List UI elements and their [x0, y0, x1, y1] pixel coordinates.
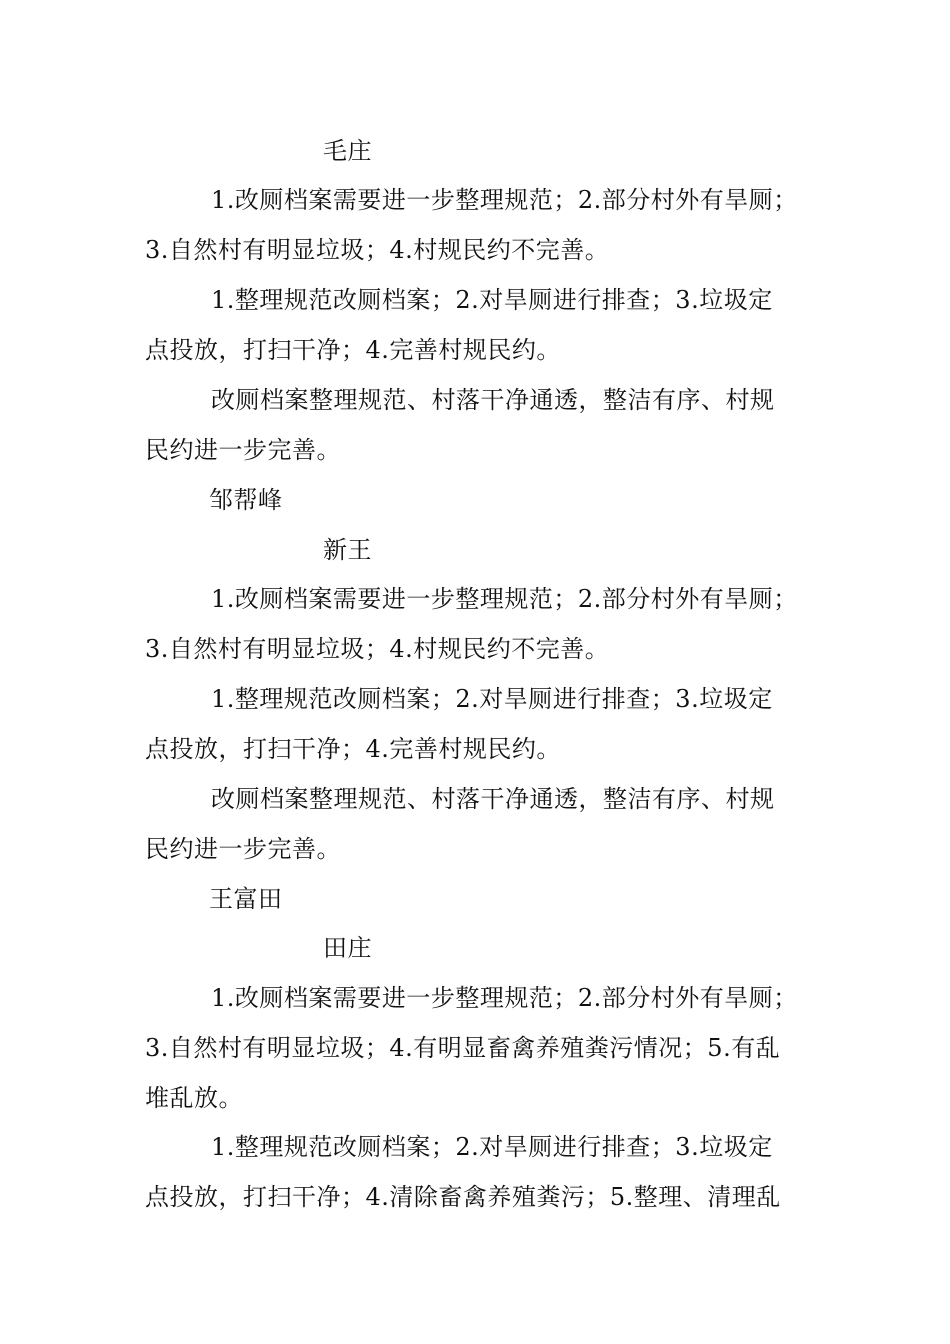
problem-line-2: 3.自然村有明显垃圾；4.有明显畜禽养殖粪污情况；5.有乱: [145, 1034, 781, 1062]
goal-line-2: 民约进一步完善。: [145, 835, 341, 863]
problem-line-1: 1.改厕档案需要进一步整理规范；2.部分村外有旱厕；: [211, 984, 798, 1012]
village-name-xinwang: 新王: [323, 536, 372, 564]
goal-line-1: 改厕档案整理规范、村落干净通透，整洁有序、村规: [211, 386, 775, 414]
problem-line-1: 1.改厕档案需要进一步整理规范；2.部分村外有旱厕；: [211, 585, 798, 613]
responsible-person-wangfutian: 王富田: [209, 885, 283, 913]
responsible-person-zoubangfeng: 邹帮峰: [209, 486, 283, 514]
goal-line-2: 民约进一步完善。: [145, 436, 341, 464]
measure-line-1: 1.整理规范改厕档案；2.对旱厕进行排查；3.垃圾定: [211, 1133, 773, 1161]
problem-line-3: 堆乱放。: [145, 1084, 243, 1112]
measure-line-2: 点投放，打扫干净；4.完善村规民约。: [145, 735, 561, 763]
measure-line-1: 1.整理规范改厕档案；2.对旱厕进行排查；3.垃圾定: [211, 685, 773, 713]
measure-line-2: 点投放，打扫干净；4.完善村规民约。: [145, 336, 561, 364]
village-name-tianzhuang: 田庄: [323, 934, 372, 962]
problem-line-2: 3.自然村有明显垃圾；4.村规民约不完善。: [145, 236, 610, 264]
problem-line-2: 3.自然村有明显垃圾；4.村规民约不完善。: [145, 635, 610, 663]
village-name-maozhuang: 毛庄: [323, 137, 372, 165]
goal-line-1: 改厕档案整理规范、村落干净通透，整洁有序、村规: [211, 785, 775, 813]
measure-line-2: 点投放，打扫干净；4.清除畜禽养殖粪污；5.整理、清理乱: [145, 1183, 781, 1211]
problem-line-1: 1.改厕档案需要进一步整理规范；2.部分村外有旱厕；: [211, 186, 798, 214]
measure-line-1: 1.整理规范改厕档案；2.对旱厕进行排查；3.垃圾定: [211, 286, 773, 314]
